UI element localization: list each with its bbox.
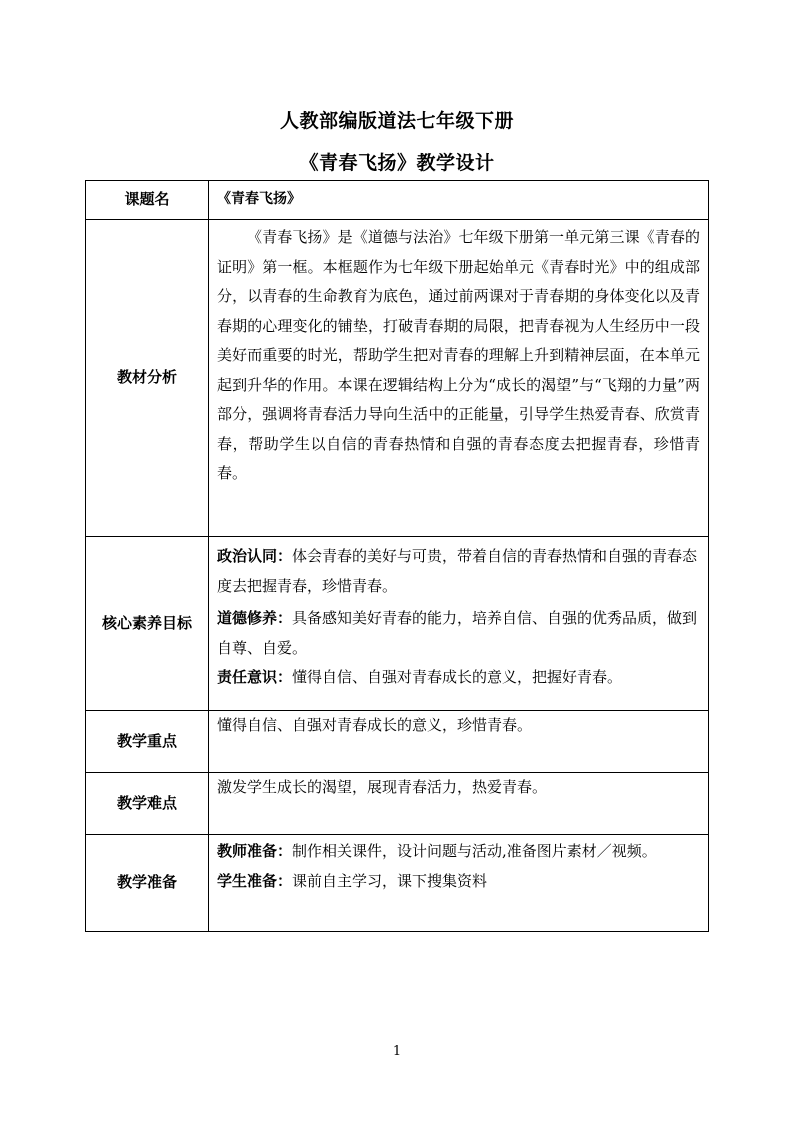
- table-row-difficulty: [86, 773, 709, 835]
- teacher-preparation-name: 教师准备：: [217, 842, 293, 860]
- table-row-analysis: [86, 220, 709, 537]
- analysis-cell: [209, 220, 709, 537]
- key-point-label: 教学重点: [86, 711, 209, 773]
- teacher-preparation: [217, 837, 700, 867]
- page-number: 1: [392, 1044, 402, 1059]
- difficulty-text: 激发学生成长的渴望，展现青春活力，热爱青春。: [209, 773, 709, 835]
- topic-label: 课题名: [86, 181, 209, 220]
- document-title: 人教部编版道法七年级下册: [279, 110, 514, 132]
- student-preparation: [217, 867, 700, 897]
- table-row-key-point: [86, 711, 709, 773]
- goal-responsibility-name: 责任意识：: [217, 668, 293, 686]
- topic-value: 《青春飞扬》: [209, 181, 709, 220]
- goal-political-text: 体会青春的美好与可贵，带着自信的青春热情和自强的青春态度去把握青春，珍惜青春。: [217, 547, 698, 595]
- key-point-text: 懂得自信、自强对青春成长的意义，珍惜青春。: [209, 711, 709, 773]
- goal-political: [217, 542, 700, 601]
- goal-political-name: 政治认同：: [217, 547, 293, 565]
- goal-moral-text: 具备感知美好青春的能力，培养自信、自强的优秀品质，做到自尊、自爱。: [217, 609, 698, 657]
- goal-responsibility-text: 懂得自信、自强对青春成长的意义，把握好青春。: [292, 668, 623, 686]
- preparation-label: 教学准备: [86, 835, 209, 932]
- goal-responsibility: [217, 663, 700, 693]
- student-preparation-name: 学生准备：: [217, 871, 293, 890]
- difficulty-label: 教学难点: [86, 773, 209, 835]
- preparation-cell: [209, 835, 709, 932]
- goals-label: 核心素养目标: [86, 537, 209, 711]
- goals-cell: [209, 537, 709, 711]
- table-row-preparation: [86, 835, 709, 932]
- table-row-goals: [86, 537, 709, 711]
- analysis-text: 《青春飞扬》是《道德与法治》七年级下册第一单元第三课《青春的证明》第一框。本框题作为七年级下册起始单元《青春时光》中的组成部分，以青春的生命教育为底色，通过前两课对于青春期的身体变化以及青春期的心理变化的铺垫，打破青春期的局限，把青春视为人生经历中一段美好而重要的时光，帮助学生把对青春的理解上升到精神层面，在本单元起到升华的作用。本课在逻辑结构上分为“成长的渴望”与“飞翔的力量”两部分，强调将青春活力导向生活中的正能量，引导学生热爱青春、欣赏青春，帮助学生以自信的青春热情和自强的青春态度去把握青春，珍惜青春。: [217, 228, 700, 482]
- goal-moral: [217, 604, 700, 663]
- lesson-design-table: [85, 180, 709, 932]
- analysis-label: 教材分析: [86, 220, 209, 537]
- table-row-topic: [86, 181, 709, 220]
- document-subtitle: 《青春飞扬》教学设计: [299, 152, 495, 174]
- student-preparation-text: 课前自主学习，课下搜集资料: [292, 871, 488, 890]
- teacher-preparation-text: 制作相关课件，设计问题与活动,准备图片素材／视频。: [292, 842, 657, 860]
- goal-moral-name: 道德修养：: [217, 609, 293, 627]
